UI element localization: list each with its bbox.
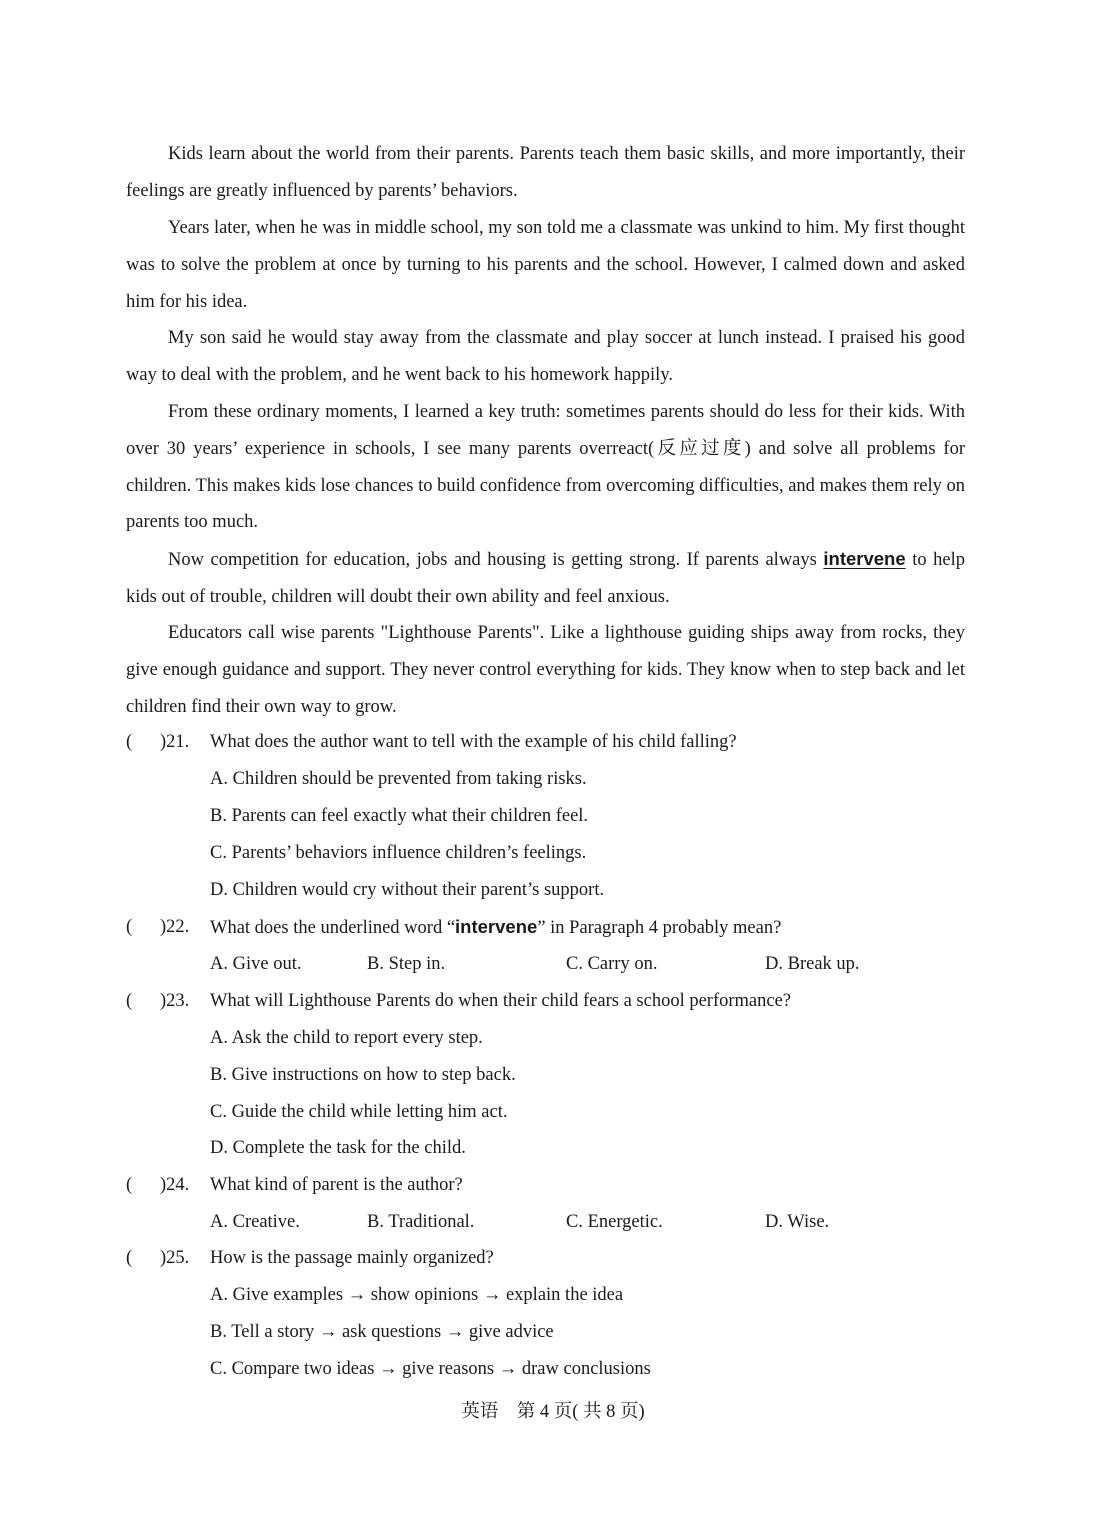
passage-paragraph: Years later, when he was in middle school, my son told me a classmate was unkind to him. My first thought was to solve the problem at once by turning to his parents and the school. However, I calmed down and asked him for his idea.	[126, 218, 965, 312]
question-number: )21.	[160, 732, 190, 752]
answer-blank[interactable]: (	[126, 1175, 133, 1195]
option-a: A. Children should be prevented from taking risks.	[210, 769, 587, 789]
passage-paragraph: Kids learn about the world from their parents. Parents teach them basic skills, and more importantly, their feelings are greatly influenced by parents’ behaviors.	[126, 144, 965, 201]
question-number: )22.	[160, 917, 190, 937]
passage-paragraph: From these ordinary moments, I learned a key truth: sometimes parents should do less for their kids. With over 30 years’ experience in schools, I see many parents overreact(反应过度) and solve all problems for children. This makes kids lose chances to build confidence from overcoming difficulties, and makes them rely on parents too much.	[126, 402, 965, 533]
question-text: What kind of parent is the author?	[210, 1175, 463, 1195]
option-c: C. Carry on.	[566, 954, 658, 974]
option-a: A. Give out.	[210, 954, 302, 974]
page-footer: 英语 第 4 页( 共 8 页)	[461, 1402, 645, 1422]
question-text-part: What does the underlined word “	[210, 918, 456, 938]
option-c: C. Energetic.	[566, 1212, 663, 1232]
question-number: )23.	[160, 991, 190, 1011]
option-b: B. Step in.	[367, 954, 446, 974]
option-c: C. Parents’ behaviors influence children’s feelings.	[210, 843, 587, 863]
passage-paragraph	[126, 541, 965, 616]
option-a: A. Creative.	[210, 1212, 300, 1232]
bold-word: intervene	[455, 916, 538, 937]
option-a: A. Ask the child to report every step.	[210, 1028, 483, 1048]
option-b: B. Traditional.	[367, 1212, 475, 1232]
paragraph-text: Now competition for education, jobs and housing is getting strong. If parents always	[168, 550, 824, 570]
answer-blank[interactable]: (	[126, 732, 133, 752]
passage-paragraph: Educators call wise parents "Lighthouse Parents". Like a lighthouse guiding ships away from rocks, they give enough guidance and support. They never control everything for kids. They know when to step back and let children find their own way to grow.	[126, 623, 965, 717]
question-text	[210, 912, 781, 943]
question-24	[126, 1170, 986, 1200]
option-c: C. Guide the child while letting him act.	[210, 1102, 508, 1122]
question-text: What does the author want to tell with the example of his child falling?	[210, 732, 737, 752]
option-b: B. Tell a story → ask questions → give advice	[210, 1322, 554, 1342]
question-text: How is the passage mainly organized?	[210, 1248, 494, 1268]
option-d: D. Break up.	[765, 954, 860, 974]
question-text: What will Lighthouse Parents do when their child fears a school performance?	[210, 991, 792, 1011]
question-25	[126, 1243, 986, 1273]
question-text-part: ” in Paragraph 4 probably mean?	[537, 918, 782, 938]
option-d: D. Complete the task for the child.	[210, 1138, 466, 1158]
answer-blank[interactable]: (	[126, 991, 133, 1011]
paragraph-text: to help kids out of trouble, children will doubt their own ability and feel anxious.	[126, 550, 965, 607]
option-c: C. Compare two ideas → give reasons → draw conclusions	[210, 1359, 651, 1379]
option-d: D. Children would cry without their parent’s support.	[210, 880, 605, 900]
question-22	[126, 912, 986, 942]
question-23	[126, 986, 986, 1016]
option-b: B. Give instructions on how to step back.	[210, 1065, 516, 1085]
option-a: A. Give examples → show opinions → explain the idea	[210, 1285, 624, 1305]
question-21	[126, 727, 986, 757]
question-number: )24.	[160, 1175, 190, 1195]
answer-blank[interactable]: (	[126, 1248, 133, 1268]
passage-paragraph: My son said he would stay away from the classmate and play soccer at lunch instead. I praised his good way to deal with the problem, and he went back to his homework happily.	[126, 328, 965, 385]
option-d: D. Wise.	[765, 1212, 830, 1232]
question-number: )25.	[160, 1248, 190, 1268]
option-b: B. Parents can feel exactly what their children feel.	[210, 806, 589, 826]
underlined-word: intervene	[823, 548, 906, 569]
answer-blank[interactable]: (	[126, 917, 133, 937]
